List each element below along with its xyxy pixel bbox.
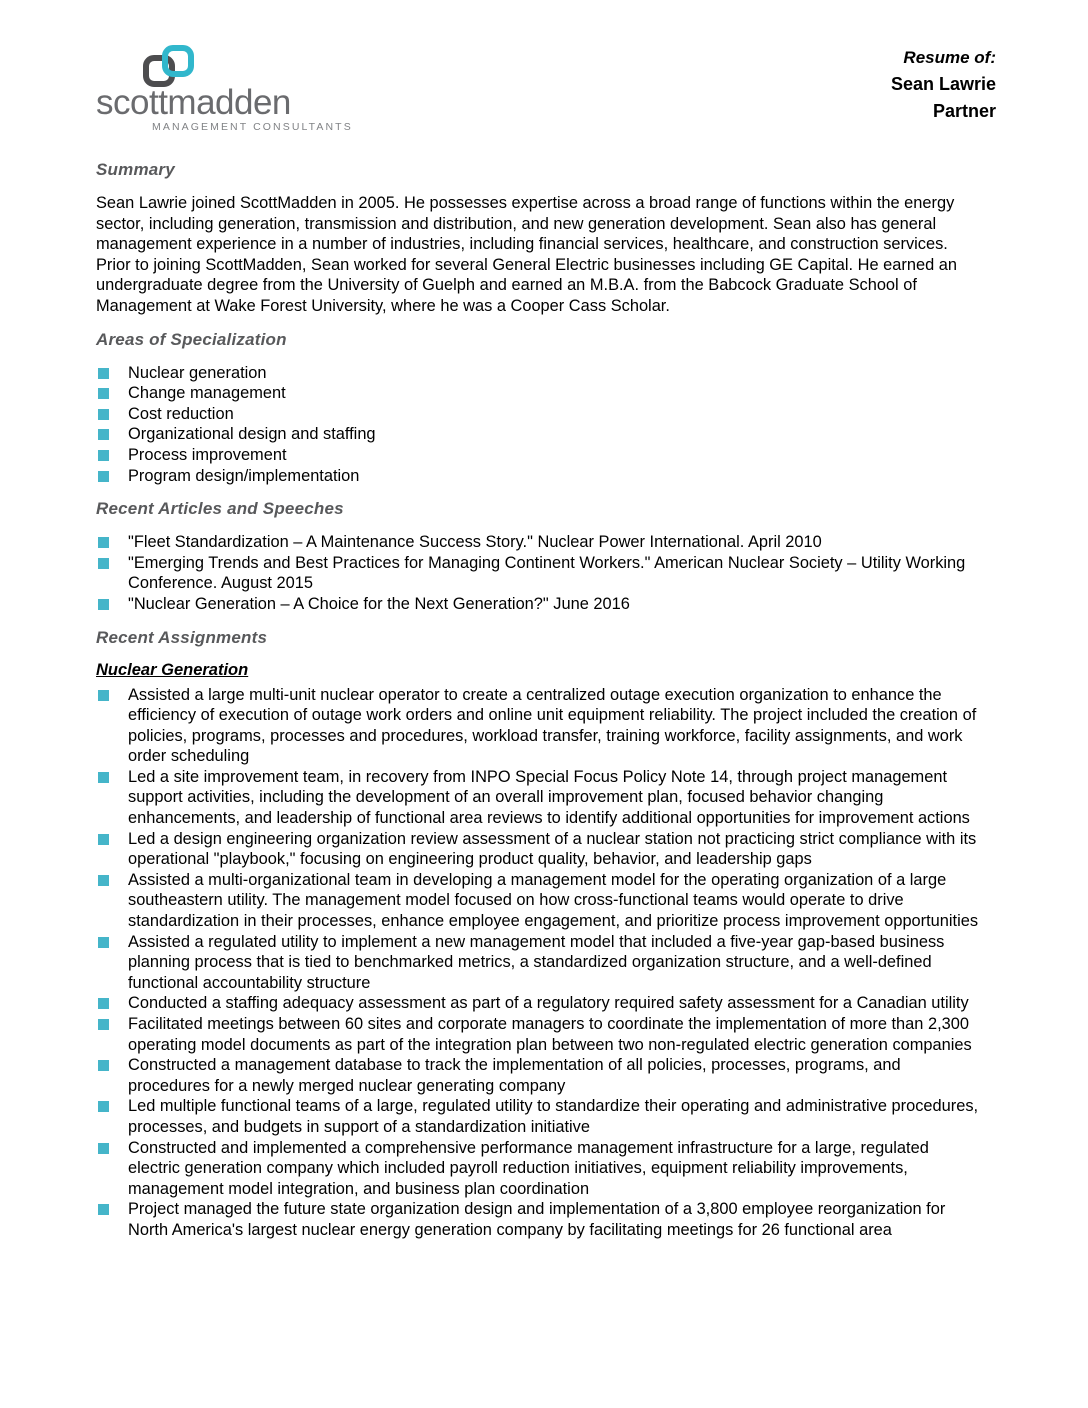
nuclear-generation-subheading: Nuclear Generation	[96, 660, 249, 679]
assignment-item-text: Facilitated meetings between 60 sites and corporate managers to coordinate the implementation of more than 2,300 operating model documents as part of the integration plan between two non-regulated electric generation companies	[128, 1015, 972, 1054]
square-bullet-icon	[98, 875, 109, 886]
assignment-item	[96, 1014, 996, 1055]
articles-heading: Recent Articles and Speeches	[96, 499, 344, 519]
assignment-item-text: Project managed the future state organization design and implementation of a 3,800 employee reorganization for North America's largest nuclear energy generation company by facilitating meetings for 26 functional area	[128, 1200, 946, 1239]
assignments-list	[96, 685, 996, 1241]
assignment-item-text: Conducted a staffing adequacy assessment as part of a regulatory required safety assessment for a Canadian utility	[128, 994, 969, 1013]
article-item-text: "Fleet Standardization – A Maintenance Success Story." Nuclear Power International. April 2010	[128, 533, 822, 552]
square-bullet-icon	[98, 834, 109, 845]
summary-text: Sean Lawrie joined ScottMadden in 2005. He possesses expertise across a broad range of functions within the energy sector, including generation, transmission and distribution, and new generation development. Sean also has general management experience in a number of industries, including financial services, healthcare, and construction services. Prior to joining ScottMadden, Sean worked for several General Electric businesses including GE Capital. He earned an undergraduate degree from the University of Guelph and earned an M.B.A. from the Babcock Graduate School of Management at Wake Forest University, where he was a Cooper Cass Scholar.	[96, 194, 957, 315]
specialization-item-text: Program design/implementation	[128, 466, 360, 485]
article-item	[96, 553, 996, 594]
assignment-item	[96, 870, 996, 932]
specialization-item-text: Change management	[128, 384, 286, 403]
articles-list	[96, 532, 996, 614]
square-bullet-icon	[98, 368, 109, 379]
scottmadden-logo	[96, 44, 353, 133]
square-bullet-icon	[98, 1101, 109, 1112]
assignment-item-text: Assisted a multi-organizational team in developing a management model for the operating organization of a large southeastern utility. The management model focused on how cross-functional teams would operate to drive standardization in their processes, enhance employee engagement, and prioritize process improvement opportunities	[128, 870, 979, 931]
assignment-item-text: Led a design engineering organization review assessment of a nuclear station not practicing strict compliance with its operational "playbook," focusing on engineering product quality, behavior, and leadership gaps	[128, 829, 977, 869]
article-item-text: "Emerging Trends and Best Practices for Managing Continent Workers." American Nuclear Society – Utility Working Conference. August 2015	[128, 553, 966, 593]
specialization-list	[96, 363, 996, 487]
assignment-item-text: Led multiple functional teams of a large, regulated utility to standardize their operating and administrative procedures, processes, and budgets in support of a standardization initiative	[128, 1097, 979, 1136]
square-bullet-icon	[98, 1143, 109, 1154]
square-bullet-icon	[98, 1060, 109, 1071]
assignment-item	[96, 993, 996, 1014]
article-item	[96, 532, 996, 553]
specialization-item	[96, 404, 996, 425]
page-header	[96, 44, 996, 136]
square-bullet-icon	[98, 998, 109, 1009]
assignment-item	[96, 685, 996, 767]
interlocking-squares-icon	[142, 44, 196, 88]
person-name: Sean Lawrie	[890, 74, 996, 94]
article-item-text: "Nuclear Generation – A Choice for the Next Generation?" June 2016	[128, 594, 630, 613]
assignments-heading: Recent Assignments	[96, 627, 268, 647]
specialization-item-text: Nuclear generation	[128, 363, 267, 382]
square-bullet-icon	[98, 1019, 109, 1030]
specialization-item-text: Cost reduction	[128, 404, 234, 423]
article-item	[96, 594, 996, 615]
assignment-item-text: Assisted a regulated utility to implement a new management model that included a five-year gap-based business planning process that is tied to benchmarked metrics, a standardized organization structure, and a well-defined functional accountability structure	[128, 932, 945, 992]
square-bullet-icon	[98, 537, 109, 548]
square-bullet-icon	[98, 471, 109, 482]
specialization-item	[96, 466, 996, 487]
square-bullet-icon	[98, 409, 109, 420]
specialization-item-text: Organizational design and staffing	[128, 425, 376, 444]
square-bullet-icon	[98, 772, 109, 783]
square-bullet-icon	[98, 388, 109, 399]
square-bullet-icon	[98, 599, 109, 610]
assignment-item	[96, 1138, 996, 1200]
logo-brand-text: scottmadden	[96, 83, 291, 122]
specialization-heading: Areas of Specialization	[96, 329, 287, 349]
assignment-item-text: Constructed a management database to track the implementation of all policies, processes, programs, and procedures for a newly merged nuclear generating company	[128, 1056, 901, 1095]
assignment-item	[96, 1055, 996, 1096]
assignment-item	[96, 1096, 996, 1137]
specialization-item	[96, 445, 996, 466]
assignment-item	[96, 767, 996, 829]
summary-heading: Summary	[96, 160, 175, 179]
specialization-item	[96, 383, 996, 404]
assignment-item-text: Assisted a large multi-unit nuclear operator to create a centralized outage execution organization to enhance the efficiency of execution of outage work orders and online unit equipment reliability. The project included the creation of policies, programs, processes and procedures, workload transfer, training workforce, facility assignments, and work order scheduling	[128, 685, 977, 766]
assignment-item	[96, 932, 996, 994]
square-bullet-icon	[98, 690, 109, 701]
resume-identity-block	[891, 44, 996, 128]
square-bullet-icon	[98, 429, 109, 440]
person-job-title: Partner	[932, 101, 996, 121]
assignment-item	[96, 829, 996, 870]
assignment-item-text: Led a site improvement team, in recovery from INPO Special Focus Policy Note 14, through project management support activities, including the development of an overall improvement plan, focused behavior changing enhancements, and leadership of functional area reviews to identify additional opportunities for improvement actions	[128, 767, 970, 828]
specialization-item	[96, 363, 996, 384]
specialization-item	[96, 424, 996, 445]
assignment-item-text: Constructed and implemented a comprehensive performance management infrastructure for a large, regulated electric generation company which included payroll reduction initiatives, equipment reliability improvements, management model integration, and business plan coordination	[128, 1138, 929, 1198]
square-bullet-icon	[98, 450, 109, 461]
square-bullet-icon	[98, 937, 109, 948]
square-bullet-icon	[98, 558, 109, 569]
square-bullet-icon	[98, 1204, 109, 1215]
specialization-item-text: Process improvement	[128, 445, 287, 464]
assignment-item	[96, 1199, 996, 1240]
resume-of-label: Resume of:	[903, 48, 996, 67]
logo-tagline-text: MANAGEMENT CONSULTANTS	[152, 121, 353, 133]
